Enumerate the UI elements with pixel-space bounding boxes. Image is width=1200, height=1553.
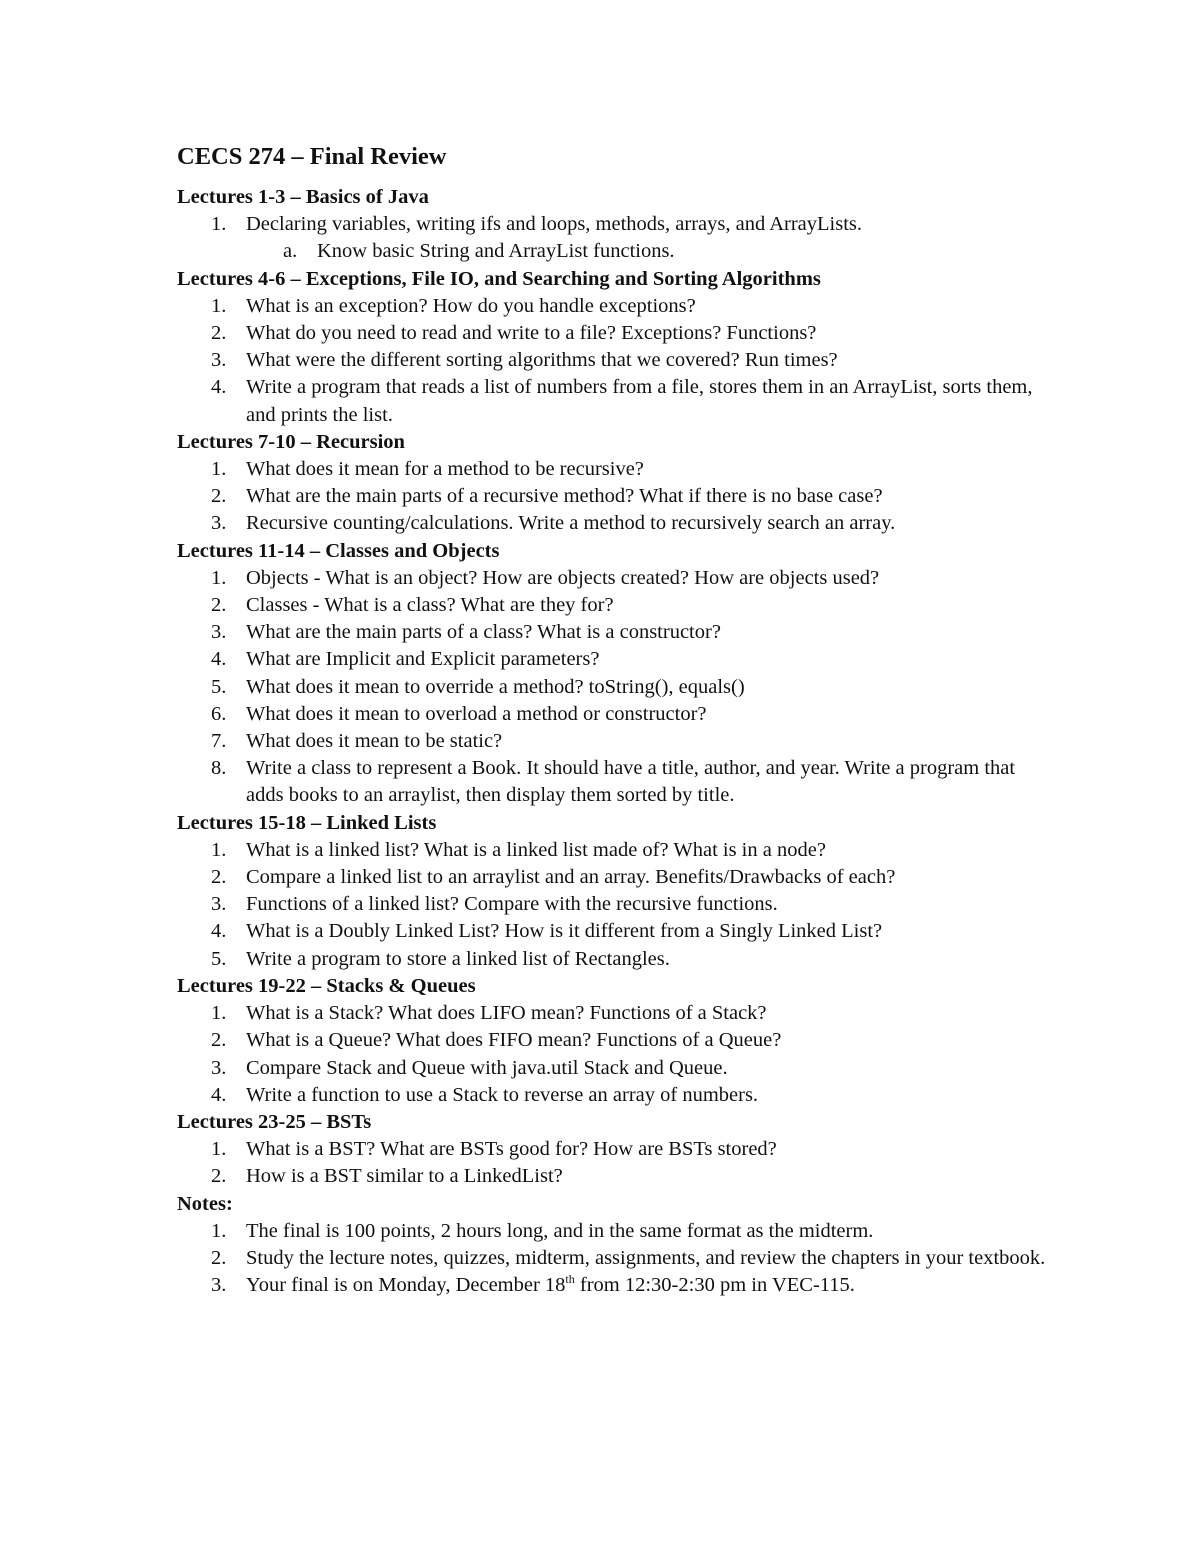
page-title: CECS 274 – Final Review	[177, 143, 447, 170]
ordinal-suffix: th	[565, 1272, 575, 1287]
item-number: 8.	[211, 757, 227, 780]
list-item	[177, 701, 1057, 728]
list-item	[177, 211, 1057, 238]
list-item	[177, 1055, 1057, 1082]
item-text: Know basic String and ArrayList functions.	[317, 240, 675, 263]
item-number: 2.	[211, 1165, 227, 1188]
item-number: 6.	[211, 702, 227, 725]
list-item	[177, 674, 1057, 701]
item-text: What is a Doubly Linked List? How is it different from a Singly Linked List?	[246, 920, 883, 943]
item-text: What is an exception? How do you handle exceptions?	[246, 294, 696, 317]
item-number: 4.	[211, 920, 227, 943]
item-number: 1.	[211, 1138, 227, 1161]
list-item	[177, 320, 1057, 347]
item-number: 1.	[211, 838, 227, 861]
sub-list-item	[177, 238, 1057, 265]
item-text: Recursive counting/calculations. Write a method to recursively search an array.	[246, 512, 896, 535]
document-page	[177, 140, 1057, 1299]
list-item	[177, 293, 1057, 320]
item-text: What is a Queue? What does FIFO mean? Functions of a Queue?	[246, 1029, 782, 1052]
section-list-basics-of-java	[177, 211, 1057, 265]
item-number: 3.	[211, 1056, 227, 1079]
item-number: 3.	[211, 1274, 227, 1297]
item-number: 3.	[211, 893, 227, 916]
item-text: Write a program that reads a list of numbers from a file, stores them in an ArrayList, sorts them, and prints the list.	[246, 376, 1033, 426]
list-item	[177, 565, 1057, 592]
item-text: Compare a linked list to an arraylist and an array. Benefits/Drawbacks of each?	[246, 866, 896, 889]
section-list-stacks-and-queues	[177, 1000, 1057, 1109]
list-item	[177, 483, 1057, 510]
item-text: What do you need to read and write to a file? Exceptions? Functions?	[246, 322, 817, 345]
item-number: 7.	[211, 730, 227, 753]
list-item	[177, 1082, 1057, 1109]
list-item	[177, 864, 1057, 891]
list-item	[177, 1218, 1057, 1245]
item-text: Write a program to store a linked list of Rectangles.	[246, 947, 670, 970]
item-number: 3.	[211, 512, 227, 535]
list-item	[177, 1163, 1057, 1190]
list-item	[177, 619, 1057, 646]
item-text: What are the main parts of a recursive method? What if there is no base case?	[246, 485, 883, 508]
item-text: Functions of a linked list? Compare with the recursive functions.	[246, 893, 778, 916]
section-list-recursion	[177, 456, 1057, 538]
list-item	[177, 755, 1057, 809]
item-text: Declaring variables, writing ifs and loops, methods, arrays, and ArrayLists.	[246, 213, 862, 236]
item-number: a.	[283, 240, 298, 263]
section-heading-linked-lists: Lectures 15-18 – Linked Lists	[177, 811, 437, 834]
item-text: What are the main parts of a class? What is a constructor?	[246, 621, 721, 644]
item-number: 2.	[211, 322, 227, 345]
list-item	[177, 891, 1057, 918]
section-list-classes-and-objects	[177, 565, 1057, 810]
section-heading-bsts: Lectures 23-25 – BSTs	[177, 1110, 372, 1133]
item-number: 2.	[211, 594, 227, 617]
list-item	[177, 374, 1057, 428]
item-text: Write a function to use a Stack to reverse an array of numbers.	[246, 1083, 759, 1106]
item-text: Objects - What is an object? How are objects created? How are objects used?	[246, 566, 880, 589]
item-text: What does it mean to be static?	[246, 730, 503, 753]
list-item	[177, 592, 1057, 619]
section-heading-classes-and-objects: Lectures 11-14 – Classes and Objects	[177, 539, 500, 562]
item-number: 1.	[211, 294, 227, 317]
item-text: What were the different sorting algorithms that we covered? Run times?	[246, 349, 838, 372]
section-list-notes	[177, 1218, 1057, 1300]
item-text: What does it mean to overload a method or constructor?	[246, 702, 707, 725]
list-item	[177, 1027, 1057, 1054]
item-text: Compare Stack and Queue with java.util Stack and Queue.	[246, 1056, 728, 1079]
list-item	[177, 728, 1057, 755]
section-list-linked-lists	[177, 837, 1057, 973]
item-number: 1.	[211, 213, 227, 236]
list-item	[177, 1000, 1057, 1027]
item-text: What are Implicit and Explicit parameters?	[246, 648, 600, 671]
item-text: Classes - What is a class? What are they for?	[246, 594, 614, 617]
item-text-before: Your final is on Monday, December 18	[246, 1274, 566, 1297]
item-number: 1.	[211, 566, 227, 589]
list-item	[177, 646, 1057, 673]
list-item	[177, 837, 1057, 864]
item-text: Write a class to represent a Book. It should have a title, author, and year. Write a program that adds books to an arraylist, then display them sorted by title.	[246, 757, 1016, 807]
item-text: What is a linked list? What is a linked list made of? What is in a node?	[246, 838, 826, 861]
item-text: How is a BST similar to a LinkedList?	[246, 1165, 563, 1188]
item-text: Study the lecture notes, quizzes, midterm, assignments, and review the chapters in your textbook.	[246, 1246, 1046, 1269]
list-item	[177, 1136, 1057, 1163]
item-number: 2.	[211, 485, 227, 508]
section-list-bsts	[177, 1136, 1057, 1190]
section-heading-recursion: Lectures 7-10 – Recursion	[177, 430, 405, 453]
item-number: 4.	[211, 376, 227, 399]
item-text: What is a BST? What are BSTs good for? How are BSTs stored?	[246, 1138, 777, 1161]
item-number: 2.	[211, 1029, 227, 1052]
list-item	[177, 510, 1057, 537]
item-number: 5.	[211, 675, 227, 698]
item-number: 1.	[211, 1219, 227, 1242]
section-heading-basics-of-java: Lectures 1-3 – Basics of Java	[177, 186, 429, 208]
item-text: What does it mean to override a method? toString(), equals()	[246, 675, 745, 698]
section-heading-notes: Notes:	[177, 1192, 233, 1215]
list-item	[177, 347, 1057, 374]
item-text-after: from 12:30-2:30 pm in VEC-115.	[574, 1274, 855, 1297]
item-number: 3.	[211, 621, 227, 644]
item-number: 4.	[211, 648, 227, 671]
section-heading-stacks-and-queues: Lectures 19-22 – Stacks & Queues	[177, 974, 476, 997]
list-item	[177, 918, 1057, 945]
section-heading-exceptions-file-io: Lectures 4-6 – Exceptions, File IO, and Searching and Sorting Algorithms	[177, 267, 821, 290]
item-number: 3.	[211, 349, 227, 372]
section-list-exceptions-file-io	[177, 293, 1057, 429]
item-number: 2.	[211, 866, 227, 889]
item-text: What is a Stack? What does LIFO mean? Functions of a Stack?	[246, 1002, 767, 1025]
list-item	[177, 946, 1057, 973]
item-number: 5.	[211, 947, 227, 970]
item-number: 4.	[211, 1083, 227, 1106]
item-text: The final is 100 points, 2 hours long, and in the same format as the midterm.	[246, 1219, 874, 1242]
list-item	[177, 1245, 1057, 1272]
item-number: 2.	[211, 1246, 227, 1269]
list-item	[177, 456, 1057, 483]
list-item-final-exam-time	[177, 1272, 1057, 1299]
item-number: 1.	[211, 1002, 227, 1025]
item-text: What does it mean for a method to be recursive?	[246, 458, 644, 481]
item-number: 1.	[211, 458, 227, 481]
